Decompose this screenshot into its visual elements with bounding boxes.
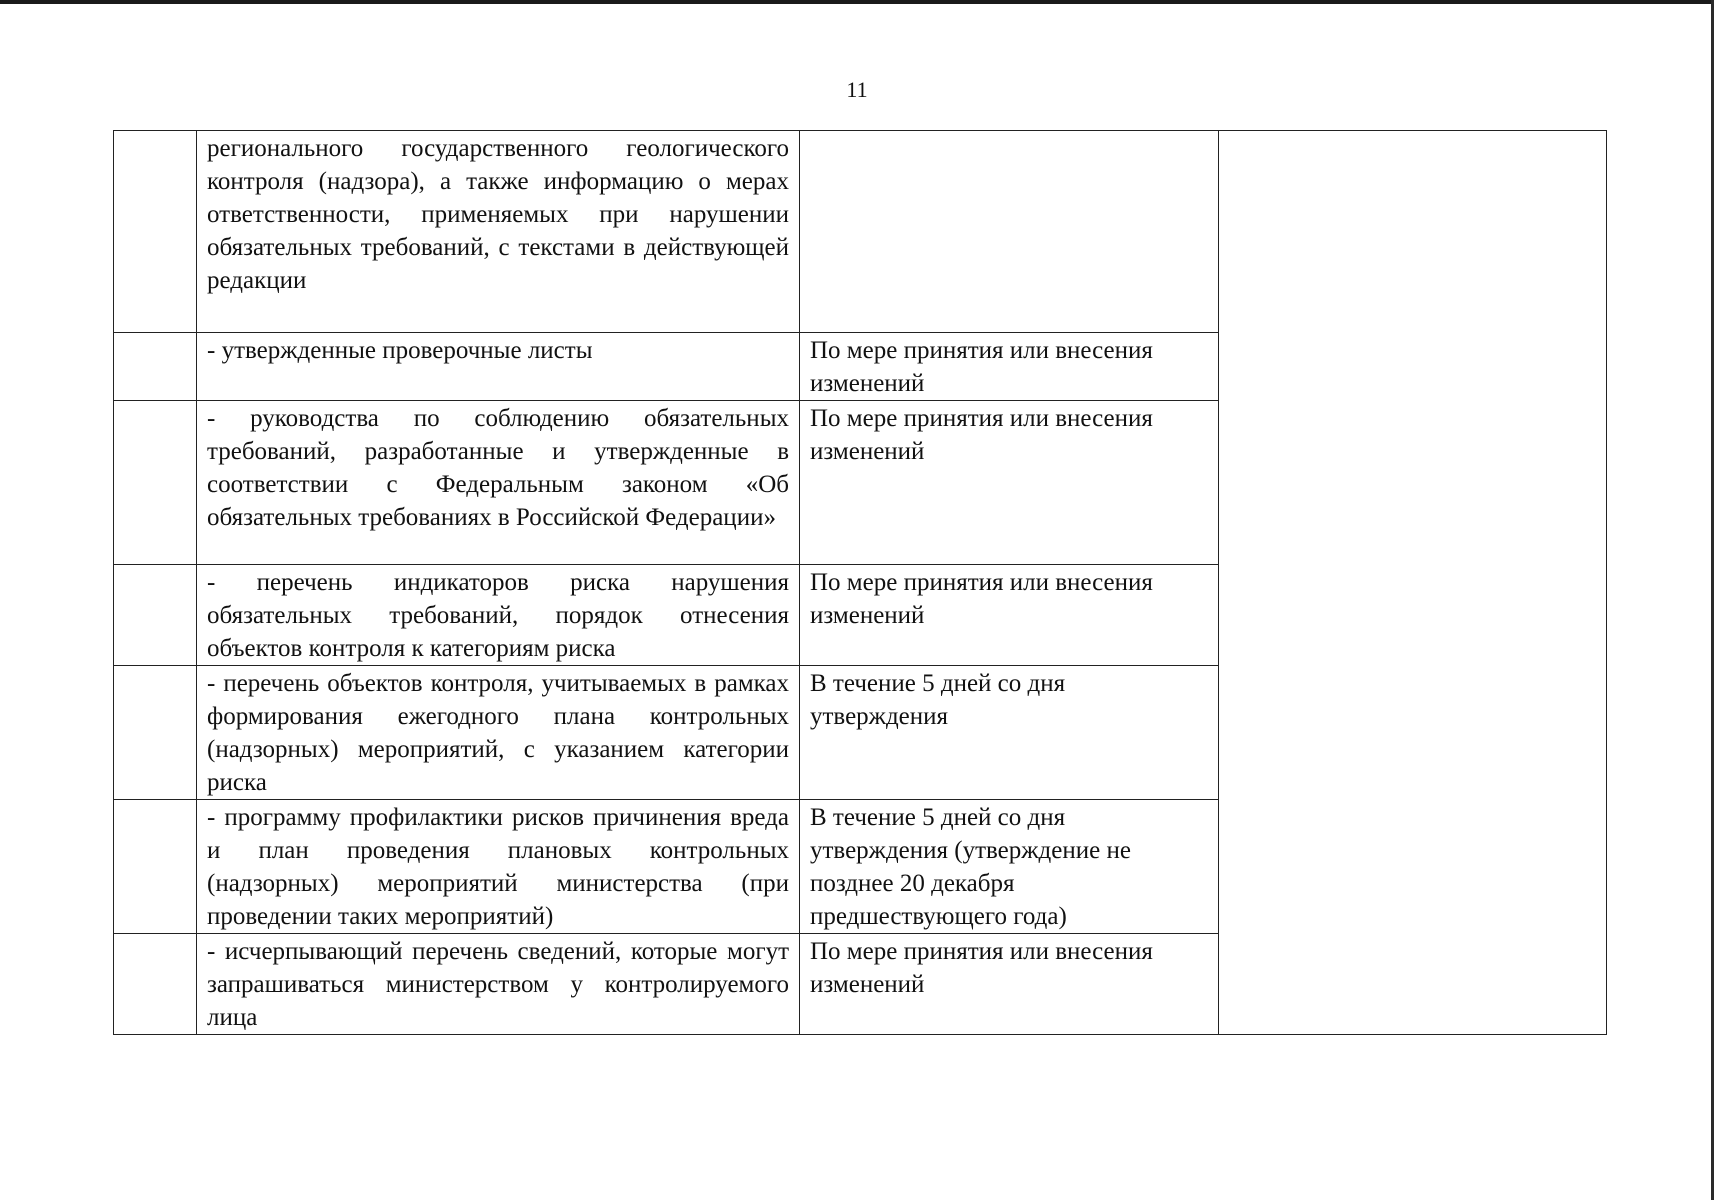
page-number: 11 <box>846 77 868 102</box>
measures-table <box>113 130 1607 1035</box>
row-number-cell <box>114 131 197 333</box>
table-row <box>114 131 1607 333</box>
term-cell: В течение 5 дней со дня утверждения <box>800 666 1219 800</box>
info-cell: - перечень объектов контроля, учитываемых в рамках формирования ежегодного плана контрольных (надзорных) мероприятий, с указанием категории риска <box>197 666 800 800</box>
info-cell: регионального государственного геологического контроля (надзора), а также информацию о мерах ответственности, применяемых при нарушении обязательных требований, с текстами в действующей редакции <box>197 131 800 333</box>
row-number-cell <box>114 934 197 1035</box>
scan-top-edge <box>0 0 1714 4</box>
term-cell: По мере принятия или внесения изменений <box>800 333 1219 401</box>
row-number-cell <box>114 800 197 934</box>
info-cell: - утвержденные проверочные листы <box>197 333 800 401</box>
info-cell: - руководства по соблюдению обязательных требований, разработанные и утвержденные в соответствии с Федеральным законом «Об обязательных требованиях в Российской Федерации» <box>197 401 800 565</box>
info-cell: - перечень индикаторов риска нарушения обязательных требований, порядок отнесения объектов контроля к категориям риска <box>197 565 800 666</box>
term-cell <box>800 131 1219 333</box>
row-number-cell <box>114 565 197 666</box>
row-number-cell <box>114 401 197 565</box>
row-number-cell <box>114 333 197 401</box>
info-cell: - программу профилактики рисков причинения вреда и план проведения плановых контрольных (надзорных) мероприятий министерства (при проведении таких мероприятий) <box>197 800 800 934</box>
row-number-cell <box>114 666 197 800</box>
term-cell: По мере принятия или внесения изменений <box>800 565 1219 666</box>
info-cell: - исчерпывающий перечень сведений, которые могут запрашиваться министерством у контролируемого лица <box>197 934 800 1035</box>
responsible-cell <box>1219 131 1607 1035</box>
term-cell: В течение 5 дней со дня утверждения (утверждение не позднее 20 декабря предшествующего года) <box>800 800 1219 934</box>
term-cell: По мере принятия или внесения изменений <box>800 401 1219 565</box>
term-cell: По мере принятия или внесения изменений <box>800 934 1219 1035</box>
